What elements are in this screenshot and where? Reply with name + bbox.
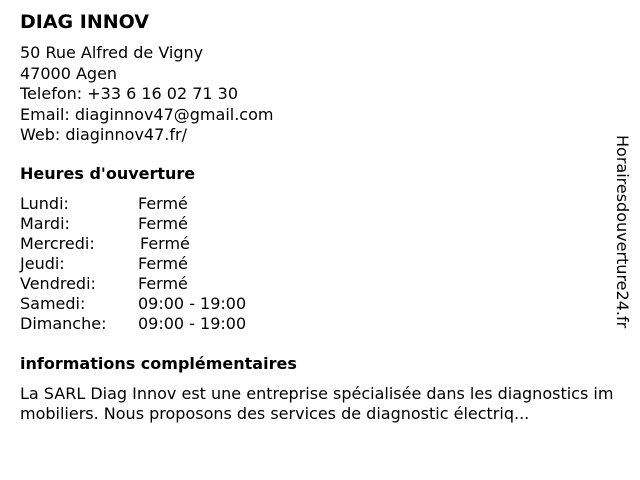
day-label: Mercredi:: [20, 234, 95, 253]
hours-value: 09:00 - 19:00: [138, 314, 247, 333]
hours-value: Fermé: [138, 214, 188, 233]
info-title: informations complémentaires: [20, 354, 297, 373]
phone-line: Telefon: +33 6 16 02 71 30: [20, 84, 239, 103]
hours-row-sunday: [20, 314, 320, 334]
business-name: DIAG INNOV: [20, 11, 149, 33]
day-label: Mardi:: [20, 214, 70, 233]
info-description: La SARL Diag Innov est une entreprise spécialisée dans les diagnostics immobiliers. Nous proposons des services de diagnostic électriq...: [20, 384, 614, 423]
hours-row-tuesday: [20, 214, 320, 234]
hours-value: 09:00 - 19:00: [138, 294, 247, 313]
hours-value: Fermé: [140, 234, 190, 253]
contact-block: [20, 43, 273, 146]
hours-list: [20, 194, 320, 334]
day-label: Lundi:: [20, 194, 69, 213]
hours-value: Fermé: [138, 194, 188, 213]
hours-value: Fermé: [138, 254, 188, 273]
email-line: Email: diaginnov47@gmail.com: [20, 104, 274, 124]
address-city: 47000 Agen: [20, 63, 118, 83]
hours-value: Fermé: [138, 274, 188, 293]
hours-row-wednesday: [20, 234, 320, 254]
day-label: Vendredi:: [20, 274, 96, 293]
address-street: 50 Rue Alfred de Vigny: [20, 43, 204, 62]
day-label: Jeudi:: [20, 254, 65, 273]
hours-row-friday: [20, 274, 320, 294]
day-label: Samedi:: [20, 294, 86, 313]
hours-row-monday: [20, 194, 320, 214]
hours-row-thursday: [20, 254, 320, 274]
web-line: Web: diaginnov47.fr/: [20, 125, 187, 144]
hours-row-saturday: [20, 294, 320, 314]
site-watermark: Horairesdouverture24.fr: [613, 135, 632, 329]
day-label: Dimanche:: [20, 314, 107, 333]
hours-title: Heures d'ouverture: [20, 164, 196, 183]
